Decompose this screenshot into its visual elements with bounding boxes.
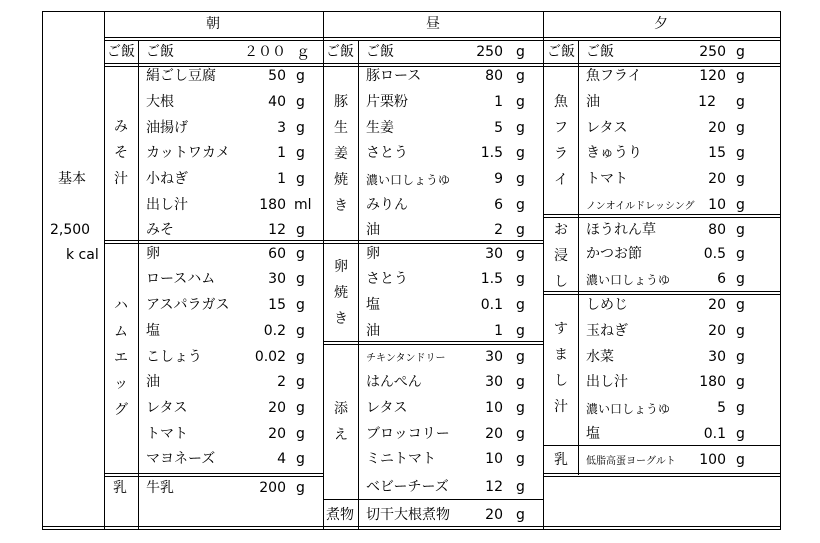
kcal-unit: k cal bbox=[66, 247, 99, 263]
b-ham-unit-7: g bbox=[296, 426, 305, 442]
l-simmered-qty: 20 bbox=[485, 507, 503, 523]
frame-right bbox=[780, 11, 781, 530]
b-miso-name-4: 小ねぎ bbox=[146, 171, 188, 187]
l-pork-qty-5: 6 bbox=[494, 197, 503, 213]
b-ham-name-4: こしょう bbox=[146, 349, 202, 365]
b-ham-unit-1: g bbox=[296, 271, 305, 287]
col-ld bbox=[543, 11, 544, 530]
d-rice-group: ご飯 bbox=[547, 44, 575, 60]
d-fish-qty-0: 120 bbox=[699, 68, 726, 84]
d-soup-name-2: 水菜 bbox=[586, 349, 614, 365]
b-ham-name-8: マヨネーズ bbox=[146, 451, 216, 467]
l-pork-unit-2: g bbox=[516, 120, 525, 136]
l-egg-name-0: 卵 bbox=[366, 246, 380, 262]
rice-row-sep-2 bbox=[104, 66, 780, 67]
l-side-name-4: ミニトマト bbox=[366, 451, 436, 467]
col-bl bbox=[323, 11, 324, 530]
b-rice-name: ご飯 bbox=[146, 44, 174, 60]
l-egg-name-1: さとう bbox=[366, 271, 408, 287]
l-simmered-name: 切干大根煮物 bbox=[366, 507, 450, 523]
b-miso-qty-5: 180 bbox=[259, 197, 286, 213]
b-miso-name-3: カットワカメ bbox=[146, 145, 230, 161]
l-simmered-group: 煮物 bbox=[326, 507, 354, 523]
rice-row-sep bbox=[104, 63, 780, 64]
d-ohi-unit-2: g bbox=[736, 271, 745, 287]
b-ham-qty-2: 15 bbox=[268, 297, 286, 313]
b-ham-unit-5: g bbox=[296, 374, 305, 390]
d-rice-qty: 250 bbox=[699, 44, 726, 60]
d-ohi-name-1: かつお節 bbox=[586, 246, 642, 262]
b-milk-unit: g bbox=[296, 480, 305, 496]
kcal-value: 2,500 bbox=[50, 222, 91, 238]
b-ham-name-3: 塩 bbox=[146, 323, 160, 339]
l-egg-qty-1: 1.5 bbox=[480, 271, 503, 287]
l-pork-sep bbox=[323, 240, 543, 241]
l-pork-qty-2: 5 bbox=[494, 120, 503, 136]
b-rice-group: ご飯 bbox=[107, 44, 135, 60]
l-pork-sep-2 bbox=[323, 243, 543, 244]
l-side-unit-0: g bbox=[516, 349, 525, 365]
d-fish-name-3: きゅうり bbox=[586, 145, 642, 161]
l-side-group: 添え bbox=[334, 401, 348, 443]
d-soup-qty-3: 180 bbox=[699, 374, 726, 390]
l-side-name-2: レタス bbox=[366, 400, 408, 416]
b-miso-group: みそ汁 bbox=[114, 119, 128, 187]
b-ham-name-0: 卵 bbox=[146, 246, 160, 262]
col-left bbox=[104, 11, 105, 530]
d-milk-sep bbox=[543, 473, 780, 474]
l-egg-unit-3: g bbox=[516, 323, 525, 339]
d-fish-name-1: 油 bbox=[586, 94, 600, 110]
l-side-qty-1: 30 bbox=[485, 374, 503, 390]
d-rice-unit: g bbox=[736, 44, 745, 60]
d-fish-name-5: ノンオイルドレッシング bbox=[586, 201, 695, 212]
b-miso-unit-5: ml bbox=[294, 197, 312, 213]
b-rice-qty: ２００ bbox=[244, 44, 286, 60]
l-pork-name-5: みりん bbox=[366, 197, 408, 213]
b-miso-qty-3: 1 bbox=[277, 145, 286, 161]
d-soup-qty-0: 20 bbox=[708, 297, 726, 313]
l-side-qty-2: 10 bbox=[485, 400, 503, 416]
l-rice-unit: g bbox=[516, 44, 525, 60]
l-side-name-0: チキンタンドリー bbox=[366, 353, 446, 364]
l-pork-qty-6: 2 bbox=[494, 222, 503, 238]
d-fish-unit-5: g bbox=[736, 197, 745, 213]
b-ham-qty-1: 30 bbox=[268, 271, 286, 287]
d-ohi-unit-1: g bbox=[736, 246, 745, 262]
l-pork-unit-1: g bbox=[516, 94, 525, 110]
l-egg-qty-3: 1 bbox=[494, 323, 503, 339]
b-ham-sep bbox=[104, 473, 323, 474]
d-fish-qty-5: 10 bbox=[708, 197, 726, 213]
b-milk-group: 乳 bbox=[113, 480, 127, 496]
b-miso-name-2: 油揚げ bbox=[146, 120, 188, 136]
l-egg-unit-2: g bbox=[516, 297, 525, 313]
b-ham-unit-3: g bbox=[296, 323, 305, 339]
d-fish-unit-2: g bbox=[736, 120, 745, 136]
l-pork-qty-1: 1 bbox=[494, 94, 503, 110]
l-pork-name-0: 豚ロース bbox=[366, 68, 422, 84]
d-ohi-name-2: 濃い口しょうゆ bbox=[586, 273, 671, 287]
l-pork-name-4: 濃い口しょうゆ bbox=[366, 173, 451, 187]
l-egg-sep bbox=[323, 341, 543, 342]
l-pork-name-2: 生姜 bbox=[366, 120, 394, 136]
d-ohi-qty-2: 6 bbox=[717, 271, 726, 287]
d-fish-qty-1: 12 bbox=[698, 94, 716, 110]
d-fish-unit-0: g bbox=[736, 68, 745, 84]
b-miso-sep-2 bbox=[104, 243, 323, 244]
l-rice-group: ご飯 bbox=[326, 44, 354, 60]
d-soup-unit-2: g bbox=[736, 349, 745, 365]
b-group-col bbox=[138, 40, 139, 530]
b-miso-unit-6: g bbox=[296, 222, 305, 238]
l-rice-qty: 250 bbox=[476, 44, 503, 60]
b-ham-name-1: ロースハム bbox=[146, 271, 216, 287]
l-pork-unit-6: g bbox=[516, 222, 525, 238]
d-fish-qty-3: 15 bbox=[708, 145, 726, 161]
d-soup-name-5: 塩 bbox=[586, 426, 600, 442]
d-ohi-sep-2 bbox=[543, 294, 780, 295]
d-ohi-group: お浸し bbox=[554, 222, 568, 290]
l-side-unit-3: g bbox=[516, 426, 525, 442]
l-side-unit-2: g bbox=[516, 400, 525, 416]
header-lunch: 昼 bbox=[426, 16, 440, 32]
l-side-name-5: ベビーチーズ bbox=[366, 479, 449, 495]
b-ham-unit-6: g bbox=[296, 400, 305, 416]
d-soup-unit-1: g bbox=[736, 323, 745, 339]
b-rice-unit: ｇ bbox=[296, 44, 310, 60]
d-ohi-sep bbox=[543, 291, 780, 292]
d-milk-name: 低脂高蛋ヨーグルト bbox=[586, 456, 676, 467]
d-soup-qty-4: 5 bbox=[717, 400, 726, 416]
l-side-sep bbox=[323, 499, 543, 500]
b-ham-qty-8: 4 bbox=[277, 451, 286, 467]
l-group-col bbox=[358, 40, 359, 530]
frame-bottom bbox=[42, 526, 781, 527]
l-side-name-3: ブロッコリー bbox=[366, 426, 450, 442]
header-dinner: 夕 bbox=[654, 16, 668, 32]
b-ham-unit-2: g bbox=[296, 297, 305, 313]
b-ham-qty-6: 20 bbox=[268, 400, 286, 416]
l-egg-qty-2: 0.1 bbox=[480, 297, 503, 313]
b-ham-qty-5: 2 bbox=[277, 374, 286, 390]
b-miso-name-6: みそ bbox=[146, 222, 174, 238]
d-soup-name-1: 玉ねぎ bbox=[586, 323, 628, 339]
b-ham-name-6: レタス bbox=[146, 400, 188, 416]
b-milk-qty: 200 bbox=[259, 480, 286, 496]
l-egg-unit-1: g bbox=[516, 271, 525, 287]
d-fish-sep-2 bbox=[543, 217, 780, 218]
b-miso-unit-0: g bbox=[296, 68, 305, 84]
b-miso-qty-4: 1 bbox=[277, 171, 286, 187]
d-milk-group: 乳 bbox=[554, 452, 568, 468]
b-ham-qty-3: 0.2 bbox=[263, 323, 286, 339]
b-ham-unit-4: g bbox=[296, 349, 305, 365]
l-pork-unit-3: g bbox=[516, 145, 525, 161]
b-ham-group: ハムエッグ bbox=[114, 298, 128, 418]
d-soup-name-0: しめじ bbox=[586, 297, 628, 313]
d-milk-unit: g bbox=[736, 452, 745, 468]
b-miso-qty-1: 40 bbox=[268, 94, 286, 110]
header-sep-2 bbox=[104, 40, 780, 41]
d-fish-qty-2: 20 bbox=[708, 120, 726, 136]
l-pork-unit-4: g bbox=[516, 171, 525, 187]
d-fish-name-4: トマト bbox=[586, 171, 628, 187]
l-side-unit-5: g bbox=[516, 479, 525, 495]
d-fish-unit-1: g bbox=[736, 94, 745, 110]
d-soup-name-3: 出し汁 bbox=[586, 374, 628, 390]
d-soup-qty-5: 0.1 bbox=[703, 426, 726, 442]
d-ohi-name-0: ほうれん草 bbox=[586, 222, 656, 238]
d-ohi-qty-1: 0.5 bbox=[703, 246, 726, 262]
l-pork-unit-5: g bbox=[516, 197, 525, 213]
b-ham-name-5: 油 bbox=[146, 374, 160, 390]
d-milk-qty: 100 bbox=[699, 452, 726, 468]
b-miso-unit-4: g bbox=[296, 171, 305, 187]
base-label: 基本 bbox=[58, 171, 86, 187]
l-side-qty-5: 12 bbox=[485, 479, 503, 495]
d-soup-unit-5: g bbox=[736, 426, 745, 442]
l-rice-name: ご飯 bbox=[366, 44, 394, 60]
d-soup-sep bbox=[543, 445, 780, 446]
l-simmered-unit: g bbox=[516, 507, 525, 523]
b-ham-name-2: アスパラガス bbox=[146, 297, 230, 313]
d-soup-unit-0: g bbox=[736, 297, 745, 313]
d-fish-name-0: 魚フライ bbox=[586, 68, 642, 84]
b-miso-unit-2: g bbox=[296, 120, 305, 136]
b-miso-unit-3: g bbox=[296, 145, 305, 161]
b-ham-sep-2 bbox=[104, 476, 323, 477]
l-egg-name-2: 塩 bbox=[366, 297, 380, 313]
l-pork-qty-0: 80 bbox=[485, 68, 503, 84]
b-miso-name-5: 出し汁 bbox=[146, 197, 188, 213]
d-rice-name: ご飯 bbox=[586, 44, 614, 60]
l-egg-qty-0: 30 bbox=[485, 246, 503, 262]
l-egg-sep-2 bbox=[323, 344, 543, 345]
l-side-unit-4: g bbox=[516, 451, 525, 467]
d-ohi-unit-0: g bbox=[736, 222, 745, 238]
l-egg-group: 卵焼き bbox=[334, 259, 348, 327]
l-egg-name-3: 油 bbox=[366, 323, 380, 339]
l-egg-unit-0: g bbox=[516, 246, 525, 262]
l-side-qty-0: 30 bbox=[485, 349, 503, 365]
b-miso-sep bbox=[104, 240, 323, 241]
l-pork-unit-0: g bbox=[516, 68, 525, 84]
d-group-col bbox=[578, 40, 579, 475]
d-soup-group: すまし汁 bbox=[554, 321, 568, 415]
d-ohi-qty-0: 80 bbox=[708, 222, 726, 238]
l-pork-qty-4: 9 bbox=[494, 171, 503, 187]
l-side-qty-4: 10 bbox=[485, 451, 503, 467]
l-side-qty-3: 20 bbox=[485, 426, 503, 442]
b-ham-qty-4: 0.02 bbox=[254, 349, 286, 365]
frame-top bbox=[42, 11, 781, 12]
d-fish-unit-3: g bbox=[736, 145, 745, 161]
l-pork-name-6: 油 bbox=[366, 222, 380, 238]
d-soup-unit-3: g bbox=[736, 374, 745, 390]
l-pork-name-3: さとう bbox=[366, 145, 408, 161]
d-soup-name-4: 濃い口しょうゆ bbox=[586, 402, 671, 416]
b-miso-unit-1: g bbox=[296, 94, 305, 110]
d-soup-qty-2: 30 bbox=[708, 349, 726, 365]
d-fish-qty-4: 20 bbox=[708, 171, 726, 187]
d-fish-name-2: レタス bbox=[586, 120, 628, 136]
l-pork-group: 豚生姜焼き bbox=[334, 94, 348, 214]
b-ham-unit-8: g bbox=[296, 451, 305, 467]
b-ham-name-7: トマト bbox=[146, 426, 188, 442]
d-milk-sep-2 bbox=[543, 476, 780, 477]
b-ham-qty-0: 60 bbox=[268, 246, 286, 262]
l-side-unit-1: g bbox=[516, 374, 525, 390]
l-pork-qty-3: 1.5 bbox=[480, 145, 503, 161]
l-pork-name-1: 片栗粉 bbox=[366, 94, 408, 110]
d-soup-unit-4: g bbox=[736, 400, 745, 416]
b-miso-qty-0: 50 bbox=[268, 68, 286, 84]
d-fish-unit-4: g bbox=[736, 171, 745, 187]
d-soup-qty-1: 20 bbox=[708, 323, 726, 339]
header-breakfast: 朝 bbox=[206, 16, 220, 32]
d-fish-group: 魚フライ bbox=[554, 94, 568, 188]
b-miso-name-1: 大根 bbox=[146, 94, 174, 110]
header-sep bbox=[104, 37, 780, 38]
b-miso-name-0: 絹ごし豆腐 bbox=[146, 68, 216, 84]
b-ham-unit-0: g bbox=[296, 246, 305, 262]
frame-bottom-2 bbox=[42, 529, 781, 530]
frame-left bbox=[42, 11, 43, 530]
b-miso-qty-2: 3 bbox=[277, 120, 286, 136]
l-side-name-1: はんぺん bbox=[366, 374, 422, 390]
b-milk-name: 牛乳 bbox=[146, 480, 174, 496]
b-ham-qty-7: 20 bbox=[268, 426, 286, 442]
b-miso-qty-6: 12 bbox=[268, 222, 286, 238]
